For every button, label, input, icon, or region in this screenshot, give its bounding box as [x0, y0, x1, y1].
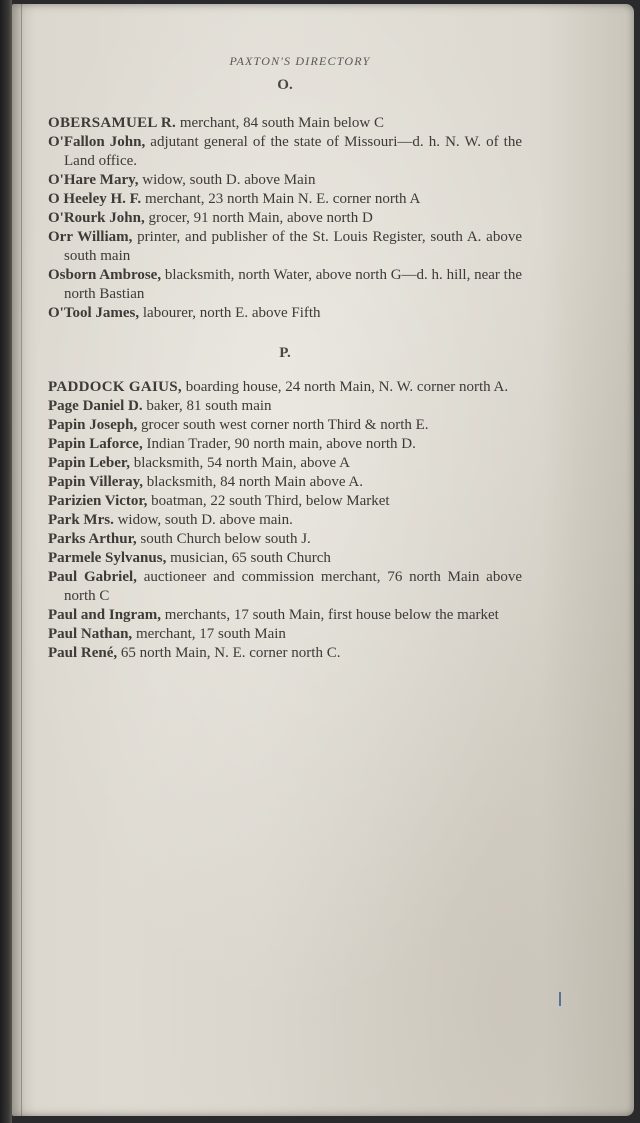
- entry-name: Osborn Ambrose,: [48, 267, 162, 283]
- directory-entry: [48, 171, 522, 190]
- directory-page: [12, 4, 634, 1116]
- entry-details: blacksmith, 54 north Main, above A: [129, 455, 350, 471]
- entry-name: Papin Leber,: [48, 455, 130, 471]
- directory-entry: [48, 473, 522, 492]
- entry-name: O'Rourk John,: [48, 210, 145, 226]
- entry-name: Papin Villeray,: [48, 474, 144, 490]
- directory-entry: [48, 190, 522, 209]
- running-head: PAXTON'S DIRECTORY: [229, 54, 371, 68]
- entry-name: Page Daniel D.: [48, 398, 143, 414]
- section-letter: P.: [279, 345, 291, 361]
- entry-details: 65 north Main, N. E. corner north C.: [117, 645, 341, 661]
- directory-sections: [48, 77, 522, 663]
- directory-entry: [48, 568, 522, 606]
- entry-details: merchants, 17 south Main, first house below the market: [160, 607, 499, 623]
- directory-entry: [48, 644, 522, 663]
- entry-name: Parizien Victor,: [48, 493, 148, 509]
- entry-details: grocer, 91 north Main, above north D: [144, 210, 373, 226]
- entry-name: O'Fallon John,: [48, 134, 146, 150]
- entry-details: boarding house, 24 north Main, N. W. corner north A.: [181, 379, 509, 395]
- entry-details: blacksmith, 84 north Main above A.: [143, 474, 363, 490]
- entry-details: adjutant general of the state of Missouri—d. h. N. W. of the Land office.: [64, 134, 523, 169]
- directory-entry: [48, 435, 522, 454]
- entry-name: Orr William,: [48, 229, 133, 245]
- directory-entry: [48, 549, 522, 568]
- page-content: [48, 54, 522, 663]
- entry-name: Paul and Ingram,: [48, 607, 161, 623]
- entry-name: Paul Nathan,: [48, 626, 133, 642]
- directory-entry: [48, 625, 522, 644]
- entry-name: Parmele Sylvanus,: [48, 550, 167, 566]
- directory-entry: [48, 266, 522, 304]
- directory-entry: [48, 511, 522, 530]
- directory-entry: [48, 209, 522, 228]
- entry-name: PADDOCK GAIUS,: [48, 379, 182, 395]
- entry-details: south Church below south J.: [136, 531, 311, 547]
- directory-entry: [48, 606, 522, 625]
- entry-details: widow, south D. above Main: [138, 172, 316, 188]
- entry-details: labourer, north E. above Fifth: [139, 305, 321, 321]
- entry-name: Paul Gabriel,: [48, 569, 137, 585]
- directory-entry: [48, 133, 522, 171]
- entry-name: O Heeley H. F.: [48, 191, 142, 207]
- directory-entry: [48, 397, 522, 416]
- ink-mark: [559, 992, 561, 1006]
- entry-details: merchant, 84 south Main below C: [176, 115, 384, 131]
- entry-name: Paul René,: [48, 645, 118, 661]
- entry-details: auctioneer and commission merchant, 76 north Main above north C: [64, 569, 522, 604]
- gutter-line: [21, 4, 22, 1116]
- directory-entry: [48, 416, 522, 435]
- directory-entry: [48, 378, 522, 397]
- entry-name: Papin Joseph,: [48, 417, 138, 433]
- book-spine: [0, 0, 12, 1123]
- entry-details: grocer south west corner north Third & north E.: [137, 417, 429, 433]
- entry-details: merchant, 17 south Main: [132, 626, 286, 642]
- entry-name: Parks Arthur,: [48, 531, 137, 547]
- entry-details: Indian Trader, 90 north main, above north D.: [142, 436, 416, 452]
- entry-details: printer, and publisher of the St. Louis Register, south A. above south main: [64, 229, 523, 264]
- entry-details: baker, 81 south main: [142, 398, 272, 414]
- directory-entry: [48, 454, 522, 473]
- directory-entry: [48, 530, 522, 549]
- entry-name: Papin Laforce,: [48, 436, 143, 452]
- directory-entry: [48, 114, 522, 133]
- entry-details: boatman, 22 south Third, below Market: [147, 493, 390, 509]
- directory-entry: [48, 492, 522, 511]
- entry-details: blacksmith, north Water, above north G—d. h. hill, near the north Bastian: [64, 267, 522, 302]
- entry-name: Park Mrs.: [48, 512, 114, 528]
- entry-name: O'Hare Mary,: [48, 172, 139, 188]
- entry-details: merchant, 23 north Main N. E. corner north A: [141, 191, 421, 207]
- directory-entry: [48, 228, 522, 266]
- entry-details: widow, south D. above main.: [113, 512, 293, 528]
- entry-details: musician, 65 south Church: [166, 550, 331, 566]
- entry-name: O'Tool James,: [48, 305, 140, 321]
- section-letter: O.: [277, 77, 293, 93]
- entry-name: OBERSAMUEL R.: [48, 115, 177, 131]
- directory-entry: [48, 304, 522, 323]
